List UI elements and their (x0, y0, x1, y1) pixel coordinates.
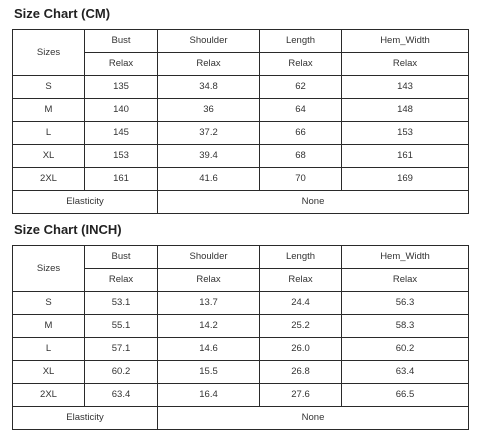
header-sizes: Sizes (13, 30, 85, 76)
size-cell: L (13, 122, 85, 145)
table-row (13, 76, 469, 99)
header-hem-width: Hem_Width (342, 30, 469, 53)
header-shoulder: Shoulder (158, 246, 260, 269)
size-cell: L (13, 338, 85, 361)
shoulder-cell: 16.4 (158, 384, 260, 407)
size-cell: S (13, 292, 85, 315)
table-row (13, 361, 469, 384)
length-cell: 26.0 (260, 338, 342, 361)
shoulder-cell: 36 (158, 99, 260, 122)
header-row (13, 246, 469, 269)
length-cell: 27.6 (260, 384, 342, 407)
subheader-length: Relax (260, 53, 342, 76)
hem-width-cell: 60.2 (342, 338, 469, 361)
table-row (13, 168, 469, 191)
size-chart-cm-title: Size Chart (CM) (14, 6, 111, 21)
length-cell: 68 (260, 145, 342, 168)
length-cell: 24.4 (260, 292, 342, 315)
subheader-bust: Relax (85, 269, 158, 292)
bust-cell: 140 (85, 99, 158, 122)
size-cell: S (13, 76, 85, 99)
size-cell: M (13, 99, 85, 122)
shoulder-cell: 34.8 (158, 76, 260, 99)
elasticity-row (13, 407, 469, 430)
hem-width-cell: 153 (342, 122, 469, 145)
hem-width-cell: 66.5 (342, 384, 469, 407)
length-cell: 26.8 (260, 361, 342, 384)
bust-cell: 55.1 (85, 315, 158, 338)
subheader-length: Relax (260, 269, 342, 292)
bust-cell: 57.1 (85, 338, 158, 361)
hem-width-cell: 63.4 (342, 361, 469, 384)
length-cell: 66 (260, 122, 342, 145)
length-cell: 62 (260, 76, 342, 99)
bust-cell: 161 (85, 168, 158, 191)
table-row (13, 315, 469, 338)
size-cell: 2XL (13, 168, 85, 191)
elasticity-value: None (158, 407, 469, 430)
elasticity-value: None (158, 191, 469, 214)
size-cell: XL (13, 361, 85, 384)
bust-cell: 153 (85, 145, 158, 168)
shoulder-cell: 13.7 (158, 292, 260, 315)
table-row (13, 292, 469, 315)
shoulder-cell: 15.5 (158, 361, 260, 384)
header-row (13, 30, 469, 53)
bust-cell: 145 (85, 122, 158, 145)
size-chart-inch-title: Size Chart (INCH) (14, 222, 122, 237)
hem-width-cell: 143 (342, 76, 469, 99)
length-cell: 64 (260, 99, 342, 122)
table-row (13, 384, 469, 407)
subheader-shoulder: Relax (158, 53, 260, 76)
bust-cell: 53.1 (85, 292, 158, 315)
subheader-bust: Relax (85, 53, 158, 76)
elasticity-row (13, 191, 469, 214)
length-cell: 70 (260, 168, 342, 191)
header-length: Length (260, 30, 342, 53)
header-shoulder: Shoulder (158, 30, 260, 53)
bust-cell: 135 (85, 76, 158, 99)
subheader-hem-width: Relax (342, 53, 469, 76)
hem-width-cell: 169 (342, 168, 469, 191)
hem-width-cell: 148 (342, 99, 469, 122)
header-hem-width: Hem_Width (342, 246, 469, 269)
header-bust: Bust (85, 246, 158, 269)
hem-width-cell: 161 (342, 145, 469, 168)
bust-cell: 60.2 (85, 361, 158, 384)
size-cell: XL (13, 145, 85, 168)
table-row (13, 338, 469, 361)
size-chart-inch-table (12, 245, 469, 430)
size-chart-cm-table (12, 29, 469, 214)
table-row (13, 99, 469, 122)
hem-width-cell: 56.3 (342, 292, 469, 315)
hem-width-cell: 58.3 (342, 315, 469, 338)
bust-cell: 63.4 (85, 384, 158, 407)
header-length: Length (260, 246, 342, 269)
size-cell: 2XL (13, 384, 85, 407)
elasticity-label: Elasticity (13, 191, 158, 214)
elasticity-label: Elasticity (13, 407, 158, 430)
length-cell: 25.2 (260, 315, 342, 338)
shoulder-cell: 39.4 (158, 145, 260, 168)
shoulder-cell: 14.6 (158, 338, 260, 361)
shoulder-cell: 14.2 (158, 315, 260, 338)
header-sizes: Sizes (13, 246, 85, 292)
table-row (13, 122, 469, 145)
shoulder-cell: 41.6 (158, 168, 260, 191)
subheader-hem-width: Relax (342, 269, 469, 292)
subheader-shoulder: Relax (158, 269, 260, 292)
shoulder-cell: 37.2 (158, 122, 260, 145)
table-row (13, 145, 469, 168)
size-cell: M (13, 315, 85, 338)
header-bust: Bust (85, 30, 158, 53)
